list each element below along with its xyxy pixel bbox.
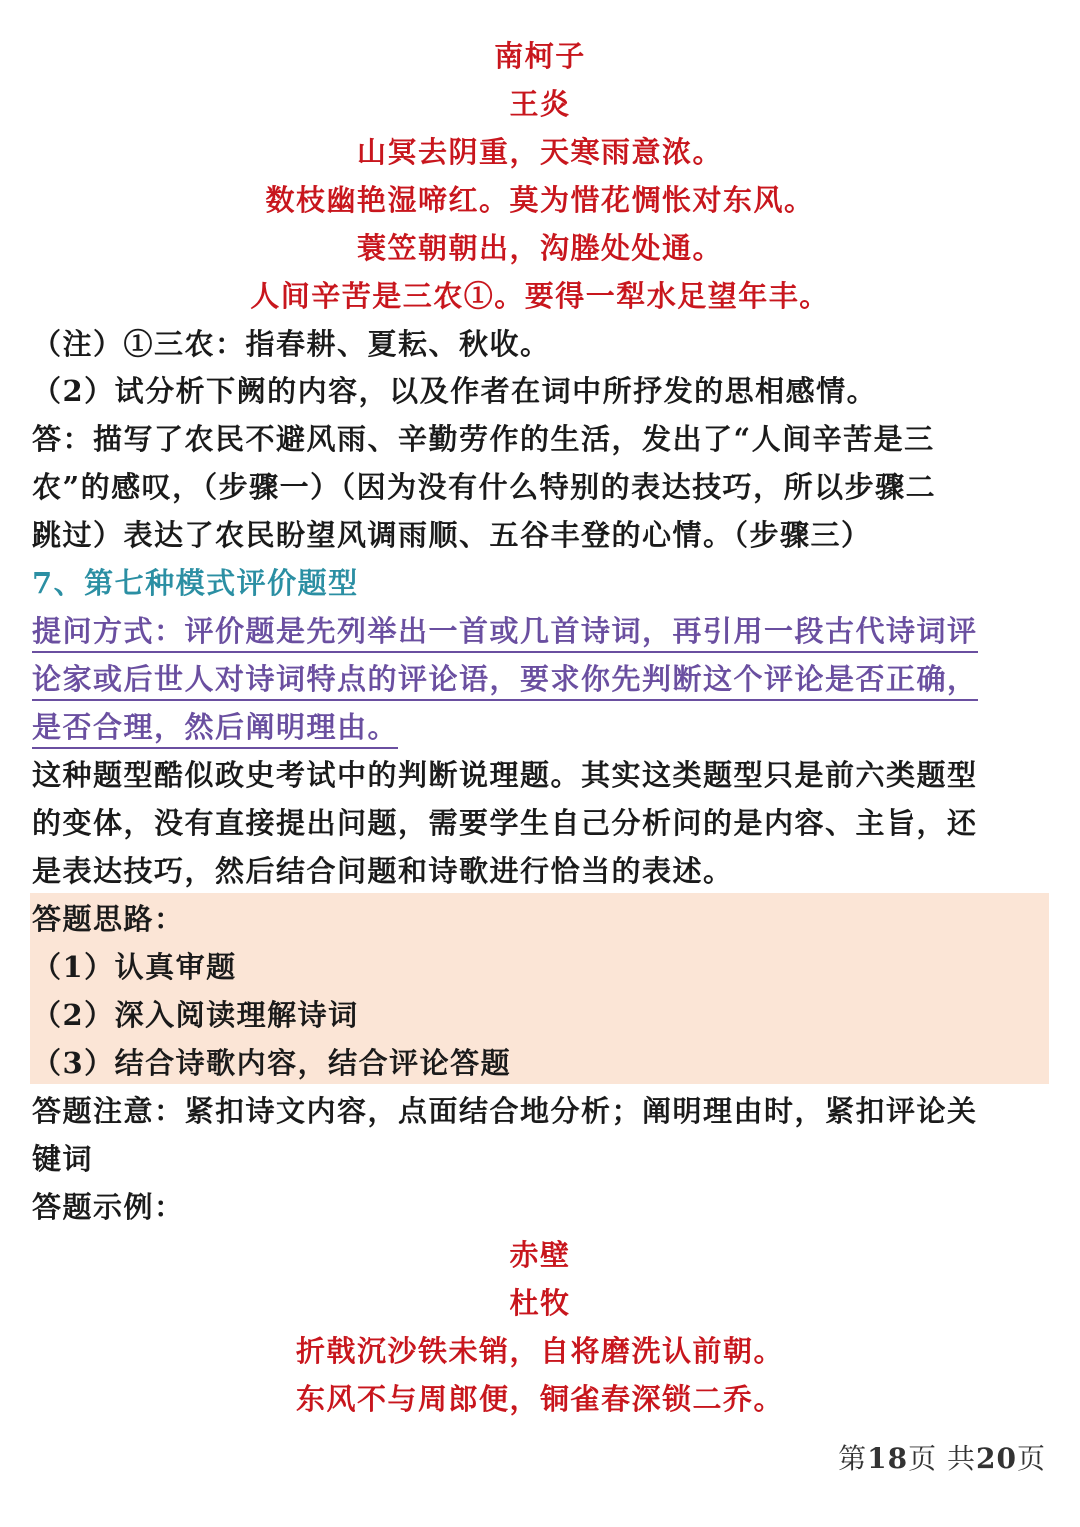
desc-line-3: 是表达技巧，然后结合问题和诗歌进行恰当的表述。 [32,854,734,888]
attention-line-1: 答题注意：紧扣诗文内容，点面结合地分析；阐明理由时，紧扣评论关 [32,1094,978,1128]
approach-item-2: （2）深入阅读理解诗词 [32,998,359,1032]
poem1-title: 南柯子 [494,39,586,73]
poem1-line-1: 山冥去阴重，天寒雨意浓。 [356,135,723,169]
poem2-title: 赤壁 [509,1238,571,1272]
poem1-author: 王炎 [509,87,571,121]
approach-heading: 答题思路： [32,902,185,936]
ask-method-line-1 [32,607,1048,655]
answer-line-3: 跳过）表达了农民盼望风调雨顺、五谷丰登的心情。（步骤三） [32,518,872,552]
answer-line-2: 农”的感叹，（步骤一）（因为没有什么特别的表达技巧，所以步骤二 [32,470,937,504]
ask-method-text-3: 是否合理，然后阐明理由。 [32,707,398,749]
note-text: （注）①三农：指春耕、夏耘、秋收。 [32,327,551,361]
ask-method-line-2 [32,655,1048,703]
section-heading: 7、第七种模式评价题型 [32,566,359,600]
answer-line-1: 答：描写了农民不避风雨、辛勤劳作的生活，发出了“人间辛苦是三 [32,422,935,456]
example-label: 答题示例： [32,1190,185,1224]
ask-method-text-1: 提问方式：评价题是先列举出一首或几首诗词，再引用一段古代诗词评 [32,611,978,653]
question-text: （2）试分析下阙的内容，以及作者在词中所抒发的思相感情。 [32,374,878,408]
poem2-line-2: 东风不与周郎便，铜雀春深锁二乔。 [295,1382,784,1416]
poem1-line-2: 数枝幽艳湿啼红。莫为惜花惆怅对东风。 [265,183,815,217]
page-number-current: 18 [867,1442,909,1475]
page-number-total: 20 [976,1442,1017,1475]
poem2-author: 杜牧 [509,1286,571,1320]
approach-item-1: （1）认真审题 [32,950,237,984]
page-number [838,1437,1046,1477]
page-number-prefix: 第 [838,1442,868,1475]
desc-line-2: 的变体，没有直接提出问题，需要学生自己分析问的是内容、主旨，还 [32,806,978,840]
poem2-line-1: 折戟沉沙铁未销，自将磨洗认前朝。 [295,1334,784,1368]
page-number-suffix: 页 [1016,1442,1046,1475]
attention-line-2: 键词 [32,1142,94,1176]
ask-method-line-3 [32,703,1048,751]
approach-item-3: （3）结合诗歌内容，结合评论答题 [32,1046,512,1080]
poem1-line-3: 蓑笠朝朝出，沟塍处处通。 [356,231,723,265]
poem1-line-4: 人间辛苦是三农①。要得一犁水足望年丰。 [250,279,830,313]
ask-method-text-2: 论家或后世人对诗词特点的评论语，要求你先判断这个评论是否正确， [32,659,978,701]
desc-line-1: 这种题型酷似政史考试中的判断说理题。其实这类题型只是前六类题型 [32,758,978,792]
page-number-middle: 页 共 [908,1442,977,1475]
